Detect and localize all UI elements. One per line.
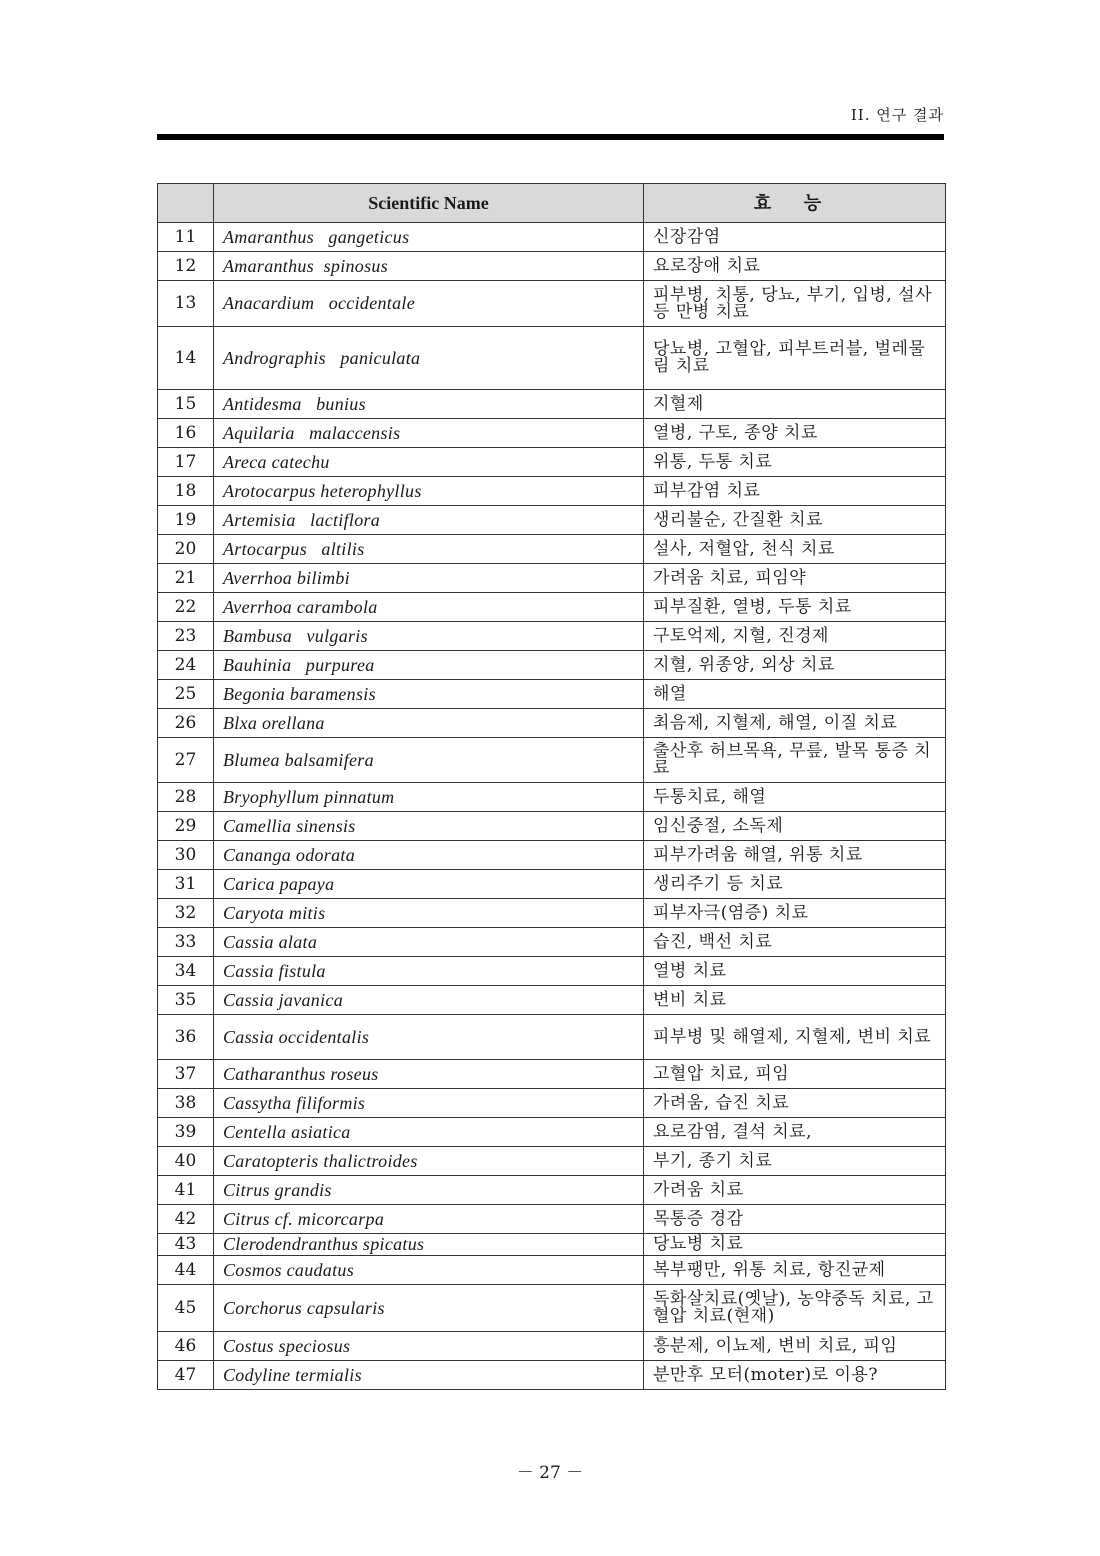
effect-text: 피부감염 치료 [644, 477, 946, 506]
scientific-name: Blxa orellana [214, 709, 644, 738]
page-number: － 27 － [516, 1463, 584, 1483]
table-row [158, 841, 946, 870]
row-number: 15 [158, 390, 214, 419]
scientific-name: Arotocarpus heterophyllus [214, 477, 644, 506]
effect-text: 해열 [644, 680, 946, 709]
table-row [158, 680, 946, 709]
effect-text: 복부팽만, 위통 치료, 항진균제 [644, 1256, 946, 1285]
herb-table [157, 183, 946, 1390]
effect-text: 피부자극(염증) 치료 [644, 899, 946, 928]
effect-text: 생리불순, 간질환 치료 [644, 506, 946, 535]
row-number: 47 [158, 1361, 214, 1390]
effect-text: 피부병, 치통, 당뇨, 부기, 입병, 설사 등 만병 치료 [644, 281, 946, 327]
scientific-name: Bambusa vulgaris [214, 622, 644, 651]
row-number: 11 [158, 223, 214, 252]
table-row [158, 1361, 946, 1390]
row-number: 22 [158, 593, 214, 622]
effect-text: 열병 치료 [644, 957, 946, 986]
scientific-name: Carica papaya [214, 870, 644, 899]
row-number: 30 [158, 841, 214, 870]
scientific-name: Cassia fistula [214, 957, 644, 986]
effect-text: 독화살치료(옛날), 농약중독 치료, 고혈압 치료(현재) [644, 1285, 946, 1332]
table-row [158, 1176, 946, 1205]
scientific-name: Catharanthus roseus [214, 1060, 644, 1089]
effect-text: 당뇨병, 고혈압, 피부트러블, 벌레물림 치료 [644, 327, 946, 390]
table-row [158, 1332, 946, 1361]
effect-text: 당뇨병 치료 [644, 1234, 946, 1256]
scientific-name: Cassia occidentalis [214, 1015, 644, 1060]
effect-text: 가려움 치료, 피임약 [644, 564, 946, 593]
row-number: 24 [158, 651, 214, 680]
header-no [158, 184, 214, 223]
effect-text: 열병, 구토, 종양 치료 [644, 419, 946, 448]
table-row [158, 899, 946, 928]
row-number: 43 [158, 1234, 214, 1256]
scientific-name: Costus speciosus [214, 1332, 644, 1361]
scientific-name: Bauhinia purpurea [214, 651, 644, 680]
table-row [158, 622, 946, 651]
effect-text: 요로감염, 결석 치료, [644, 1118, 946, 1147]
effect-text: 변비 치료 [644, 986, 946, 1015]
scientific-name: Aquilaria malaccensis [214, 419, 644, 448]
table-row [158, 1285, 946, 1332]
table-row [158, 651, 946, 680]
table-row [158, 928, 946, 957]
scientific-name: Citrus grandis [214, 1176, 644, 1205]
table-row [158, 564, 946, 593]
header-rule [157, 134, 944, 140]
scientific-name: Cassia alata [214, 928, 644, 957]
scientific-name: Areca catechu [214, 448, 644, 477]
row-number: 29 [158, 812, 214, 841]
scientific-name: Blumea balsamifera [214, 738, 644, 783]
row-number: 13 [158, 281, 214, 327]
effect-text: 피부가려움 해열, 위통 치료 [644, 841, 946, 870]
scientific-name: Andrographis paniculata [214, 327, 644, 390]
effect-text: 피부병 및 해열제, 지혈제, 변비 치료 [644, 1015, 946, 1060]
row-number: 37 [158, 1060, 214, 1089]
scientific-name: Artemisia lactiflora [214, 506, 644, 535]
table-row [158, 986, 946, 1015]
row-number: 20 [158, 535, 214, 564]
effect-text: 가려움 치료 [644, 1176, 946, 1205]
effect-text: 두통치료, 해열 [644, 783, 946, 812]
table-row [158, 390, 946, 419]
row-number: 44 [158, 1256, 214, 1285]
effect-text: 설사, 저혈압, 천식 치료 [644, 535, 946, 564]
row-number: 14 [158, 327, 214, 390]
row-number: 19 [158, 506, 214, 535]
scientific-name: Amaranthus spinosus [214, 252, 644, 281]
table-row [158, 1118, 946, 1147]
effect-text: 흥분제, 이뇨제, 변비 치료, 피임 [644, 1332, 946, 1361]
effect-text: 가려움, 습진 치료 [644, 1089, 946, 1118]
row-number: 42 [158, 1205, 214, 1234]
row-number: 28 [158, 783, 214, 812]
table-row [158, 506, 946, 535]
row-number: 36 [158, 1015, 214, 1060]
scientific-name: Bryophyllum pinnatum [214, 783, 644, 812]
effect-text: 목통증 경감 [644, 1205, 946, 1234]
effect-text: 지혈제 [644, 390, 946, 419]
effect-text: 습진, 백선 치료 [644, 928, 946, 957]
row-number: 21 [158, 564, 214, 593]
effect-text: 신장감염 [644, 223, 946, 252]
table-row [158, 593, 946, 622]
table-row [158, 1205, 946, 1234]
row-number: 26 [158, 709, 214, 738]
scientific-name: Averrhoa carambola [214, 593, 644, 622]
scientific-name: Cassytha filiformis [214, 1089, 644, 1118]
row-number: 40 [158, 1147, 214, 1176]
row-number: 25 [158, 680, 214, 709]
effect-text: 생리주기 등 치료 [644, 870, 946, 899]
table-header-row [158, 184, 946, 223]
row-number: 17 [158, 448, 214, 477]
table-row [158, 812, 946, 841]
effect-text: 부기, 종기 치료 [644, 1147, 946, 1176]
row-number: 45 [158, 1285, 214, 1332]
scientific-name: Amaranthus gangeticus [214, 223, 644, 252]
row-number: 35 [158, 986, 214, 1015]
table-row [158, 1147, 946, 1176]
effect-text: 위통, 두통 치료 [644, 448, 946, 477]
scientific-name: Cassia javanica [214, 986, 644, 1015]
table-row [158, 1256, 946, 1285]
table-row [158, 957, 946, 986]
table-body [158, 223, 946, 1390]
table-row [158, 448, 946, 477]
scientific-name: Caryota mitis [214, 899, 644, 928]
scientific-name: Caratopteris thalictroides [214, 1147, 644, 1176]
scientific-name: Averrhoa bilimbi [214, 564, 644, 593]
row-number: 18 [158, 477, 214, 506]
table-row [158, 1234, 946, 1256]
scientific-name: Codyline termialis [214, 1361, 644, 1390]
scientific-name: Centella asiatica [214, 1118, 644, 1147]
header-effect: 효 능 [644, 184, 946, 223]
effect-text: 고혈압 치료, 피임 [644, 1060, 946, 1089]
row-number: 46 [158, 1332, 214, 1361]
table-row [158, 419, 946, 448]
table-row [158, 535, 946, 564]
scientific-name: Begonia baramensis [214, 680, 644, 709]
table-row [158, 1015, 946, 1060]
table-row [158, 709, 946, 738]
table-row [158, 223, 946, 252]
row-number: 16 [158, 419, 214, 448]
effect-text: 지혈, 위종양, 외상 치료 [644, 651, 946, 680]
effect-text: 출산후 허브목욕, 무릎, 발목 통증 치료 [644, 738, 946, 783]
header-scientific-name: Scientific Name [214, 184, 644, 223]
table-row [158, 477, 946, 506]
row-number: 33 [158, 928, 214, 957]
row-number: 27 [158, 738, 214, 783]
effect-text: 요로장애 치료 [644, 252, 946, 281]
scientific-name: Clerodendranthus spicatus [214, 1234, 644, 1256]
scientific-name: Artocarpus altilis [214, 535, 644, 564]
scientific-name: Corchorus capsularis [214, 1285, 644, 1332]
row-number: 23 [158, 622, 214, 651]
row-number: 38 [158, 1089, 214, 1118]
row-number: 31 [158, 870, 214, 899]
table-row [158, 1089, 946, 1118]
table-row [158, 327, 946, 390]
row-number: 32 [158, 899, 214, 928]
effect-text: 분만후 모터(moter)로 이용? [644, 1361, 946, 1390]
scientific-name: Anacardium occidentale [214, 281, 644, 327]
table-row [158, 281, 946, 327]
table-row [158, 870, 946, 899]
scientific-name: Cananga odorata [214, 841, 644, 870]
row-number: 41 [158, 1176, 214, 1205]
effect-text: 구토억제, 지혈, 진경제 [644, 622, 946, 651]
row-number: 39 [158, 1118, 214, 1147]
table-row [158, 252, 946, 281]
table-row [158, 1060, 946, 1089]
scientific-name: Camellia sinensis [214, 812, 644, 841]
scientific-name: Antidesma bunius [214, 390, 644, 419]
effect-text: 임신중절, 소독제 [644, 812, 946, 841]
table-row [158, 738, 946, 783]
effect-text: 피부질환, 열병, 두통 치료 [644, 593, 946, 622]
row-number: 34 [158, 957, 214, 986]
scientific-name: Cosmos caudatus [214, 1256, 644, 1285]
effect-text: 최음제, 지혈제, 해열, 이질 치료 [644, 709, 946, 738]
running-header: II. 연구 결과 [850, 106, 944, 124]
scientific-name: Citrus cf. micorcarpa [214, 1205, 644, 1234]
row-number: 12 [158, 252, 214, 281]
table-row [158, 783, 946, 812]
